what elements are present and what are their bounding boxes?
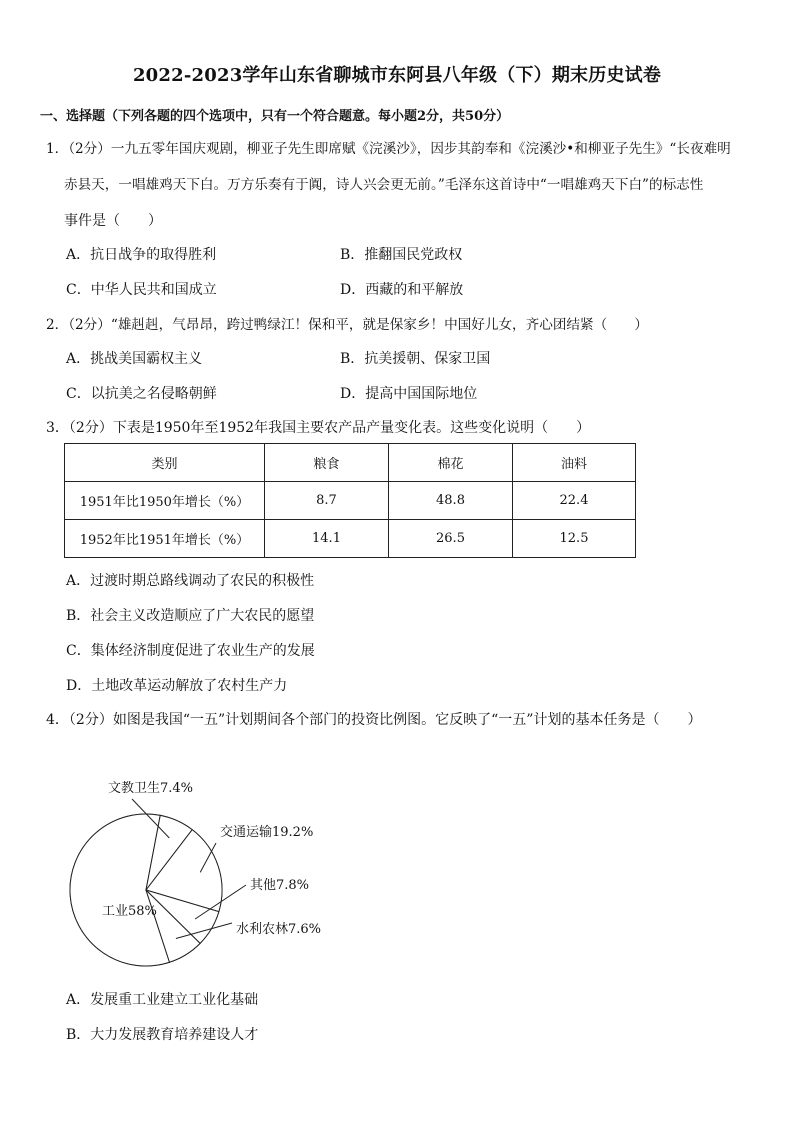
page-title: 2022-2023学年山东省聊城市东阿县八年级（下）期末历史试卷 (132, 65, 662, 86)
question-4-option-a[interactable]: A．发展重工业建立工业化基础 (66, 992, 259, 1008)
question-3-stem: 3．（2分）下表是1950年至1952年我国主要农产品产量变化表。这些变化说明（ ） (46, 420, 591, 436)
question-1-line-3: 事件是（ ） (64, 213, 162, 229)
question-1-option-a[interactable]: A．抗日战争的取得胜利 (66, 247, 217, 263)
pie-slice-label: 其他7.8% (250, 878, 310, 893)
question-2-option-d[interactable]: D．提高中国国际地位 (340, 386, 478, 402)
production-table (64, 443, 636, 558)
question-1-option-c[interactable]: C．中华人民共和国成立 (66, 282, 217, 298)
pie-slice-label: 工业58% (102, 904, 157, 919)
table-header-cell: 类别 (65, 444, 265, 482)
question-3-option-b[interactable]: B．社会主义改造顺应了广大农民的愿望 (66, 608, 315, 624)
pie-slice-label: 交通运输19.2% (220, 825, 314, 840)
question-4-option-b[interactable]: B．大力发展教育培养建设人才 (66, 1027, 259, 1043)
table-cell: 22.4 (513, 482, 636, 520)
table-header-cell: 粮食 (265, 444, 389, 482)
question-1 (46, 131, 766, 239)
question-3-option-c[interactable]: C．集体经济制度促进了农业生产的发展 (66, 643, 315, 659)
table-header-row (65, 444, 636, 482)
table-header-cell: 油料 (513, 444, 636, 482)
table-cell: 12.5 (513, 520, 636, 558)
table-cell: 8.7 (265, 482, 389, 520)
table-row (65, 520, 636, 558)
table-cell: 1952年比1951年增长（%） (65, 520, 265, 558)
table-cell: 1951年比1950年增长（%） (65, 482, 265, 520)
question-3-option-a[interactable]: A．过渡时期总路线调动了农民的积极性 (66, 573, 315, 589)
table-cell: 26.5 (389, 520, 513, 558)
question-1-line-1: 1．（2分）一九五零年国庆观剧，柳亚子先生即席赋《浣溪沙》，因步其韵奉和《浣溪沙•和柳亚子先生》“长夜难明 (46, 141, 731, 157)
question-2-stem: 2．（2分）“雄赳赳，气昂昂，跨过鸭绿江！保和平，就是保家乡！中国好儿女，齐心团结紧（ ） (46, 317, 648, 333)
question-1-option-d[interactable]: D．西藏的和平解放 (340, 282, 464, 298)
table-row (65, 482, 636, 520)
question-3-option-d[interactable]: D．土地改革运动解放了农村生产力 (66, 678, 288, 694)
question-4-stem: 4．（2分）如图是我国“一五”计划期间各个部门的投资比例图。它反映了“一五”计划的基本任务是（ ） (46, 712, 702, 728)
table-header-cell: 棉花 (389, 444, 513, 482)
question-2-option-c[interactable]: C．以抗美之名侵略朝鲜 (66, 386, 217, 402)
question-1-line-2: 赤县天，一唱雄鸡天下白。万方乐奏有于阗，诗人兴会更无前。”毛泽东这首诗中“一唱雄鸡天下白”的标志性 (64, 177, 704, 193)
investment-pie-chart (60, 770, 360, 980)
question-1-option-b[interactable]: B．推翻国民党政权 (340, 247, 463, 263)
question-2-option-b[interactable]: B．抗美援朝、保家卫国 (340, 351, 491, 367)
question-2-option-a[interactable]: A．挑战美国霸权主义 (66, 351, 203, 367)
pie-slice-label: 水利农林7.6% (236, 922, 322, 937)
pie-slice-label: 文教卫生7.4% (108, 781, 194, 796)
section-heading: 一、选择题（下列各题的四个选项中，只有一个符合题意。每小题2分，共50分） (40, 109, 510, 124)
table-cell: 14.1 (265, 520, 389, 558)
table-cell: 48.8 (389, 482, 513, 520)
